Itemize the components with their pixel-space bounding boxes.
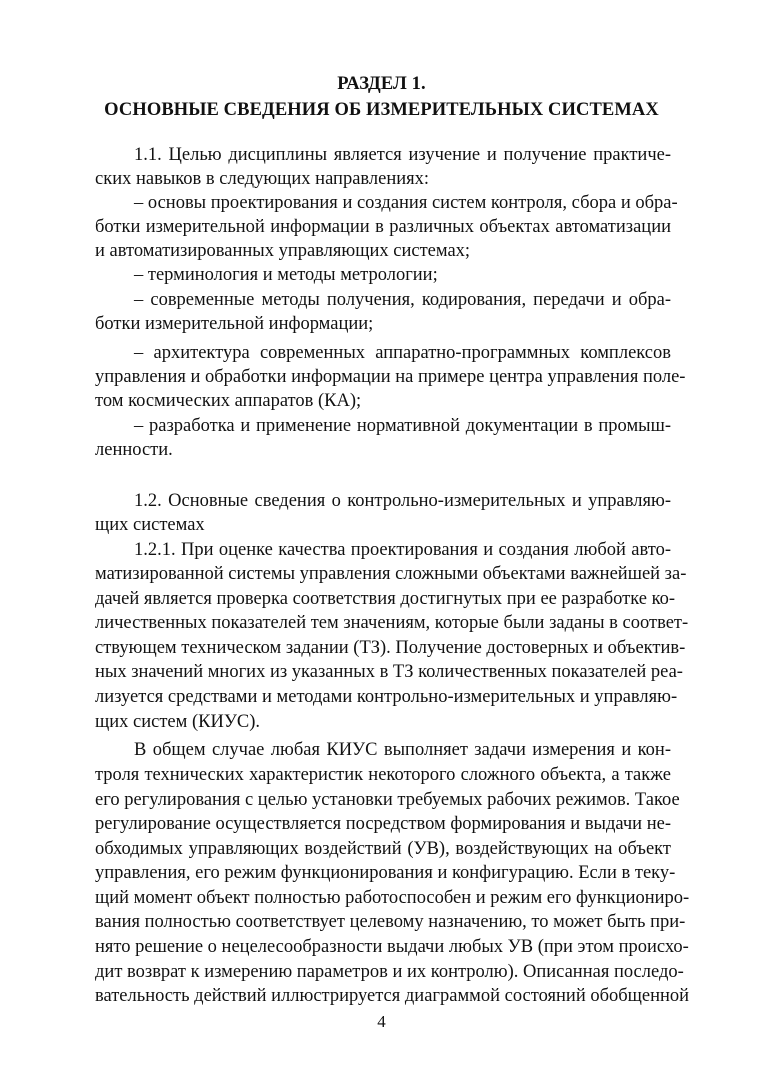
- text-line: управления и обработки информации на примере центра управления поле-: [95, 367, 686, 387]
- text-line: нято решение о нецелесообразности выдачи любых УВ (при этом происхо-: [95, 937, 689, 957]
- text-line: 1.1. Целью дисциплины является изучение и получение практиче-: [134, 145, 671, 165]
- text-line: и автоматизированных управляющих системах;: [95, 241, 471, 261]
- text-line: вательность действий иллюстрируется диаграммой состояний обобщенной: [95, 986, 690, 1006]
- text-line: регулирование осуществляется посредством формирования и выдачи не-: [95, 814, 671, 834]
- text-line: дачей является проверка соответствия достигнутых при ее разработке ко-: [95, 589, 676, 609]
- text-line: – основы проектирования и создания систем контроля, сбора и обра-: [134, 193, 678, 213]
- subsection-heading-line: 1.2. Основные сведения о контрольно-измерительных и управляю-: [134, 491, 671, 511]
- subsection-heading-line: щих системах: [95, 515, 205, 535]
- text-line: матизированной системы управления сложными объектами важнейшей за-: [95, 564, 687, 584]
- text-line: его регулирования с целью установки требуемых рабочих режимов. Такое: [95, 790, 680, 810]
- text-line: ских навыков в следующих направлениях:: [95, 169, 430, 189]
- text-line: – разработка и применение нормативной документации в промыш-: [134, 416, 671, 436]
- text-line: 1.2.1. При оценке качества проектирования и создания любой авто-: [134, 540, 671, 560]
- section-title: ОСНОВНЫЕ СВЕДЕНИЯ ОБ ИЗМЕРИТЕЛЬНЫХ СИСТЕМАХ: [104, 100, 659, 120]
- text-line: В общем случае любая КИУС выполняет задачи измерения и кон-: [134, 740, 671, 760]
- text-line: ленности.: [95, 440, 173, 460]
- text-line: вания полностью соответствует целевому назначению, то может быть при-: [95, 912, 686, 932]
- text-line: ботки измерительной информации в различных объектах автоматизации: [95, 217, 671, 237]
- text-line: управления, его режим функционирования и конфигурацию. Если в теку-: [95, 863, 676, 883]
- text-line: щих систем (КИУС).: [95, 712, 261, 732]
- text-line: ствующем техническом задании (ТЗ). Получение достоверных и объектив-: [95, 638, 686, 658]
- text-line: – современные методы получения, кодирования, передачи и обра-: [134, 290, 671, 310]
- text-line: ных значений многих из указанных в ТЗ количественных показателей реа-: [95, 662, 683, 682]
- text-line: том космических аппаратов (КА);: [95, 391, 362, 411]
- text-line: дит возврат к измерению параметров и их контролю). Описанная последо-: [95, 962, 684, 982]
- section-label: РАЗДЕЛ 1.: [337, 74, 426, 94]
- text-line: щий момент объект полностью работоспособен и режим его функционирo-: [95, 888, 690, 908]
- text-line: – терминология и методы метрологии;: [134, 265, 438, 285]
- text-line: личественных показателей тем значениям, которые были заданы в соответ-: [95, 613, 689, 633]
- text-line: лизуется средствами и методами контрольно-измерительных и управляю-: [95, 687, 678, 707]
- page-number: 4: [377, 1012, 386, 1031]
- text-line: – архитектура современных аппаратно-программных комплексов: [134, 343, 671, 363]
- text-line: обходимых управляющих воздействий (УВ), воздействующих на объект: [95, 839, 671, 859]
- text-line: троля технических характеристик некоторого сложного объекта, а также: [95, 765, 671, 785]
- text-line: ботки измерительной информации;: [95, 314, 374, 334]
